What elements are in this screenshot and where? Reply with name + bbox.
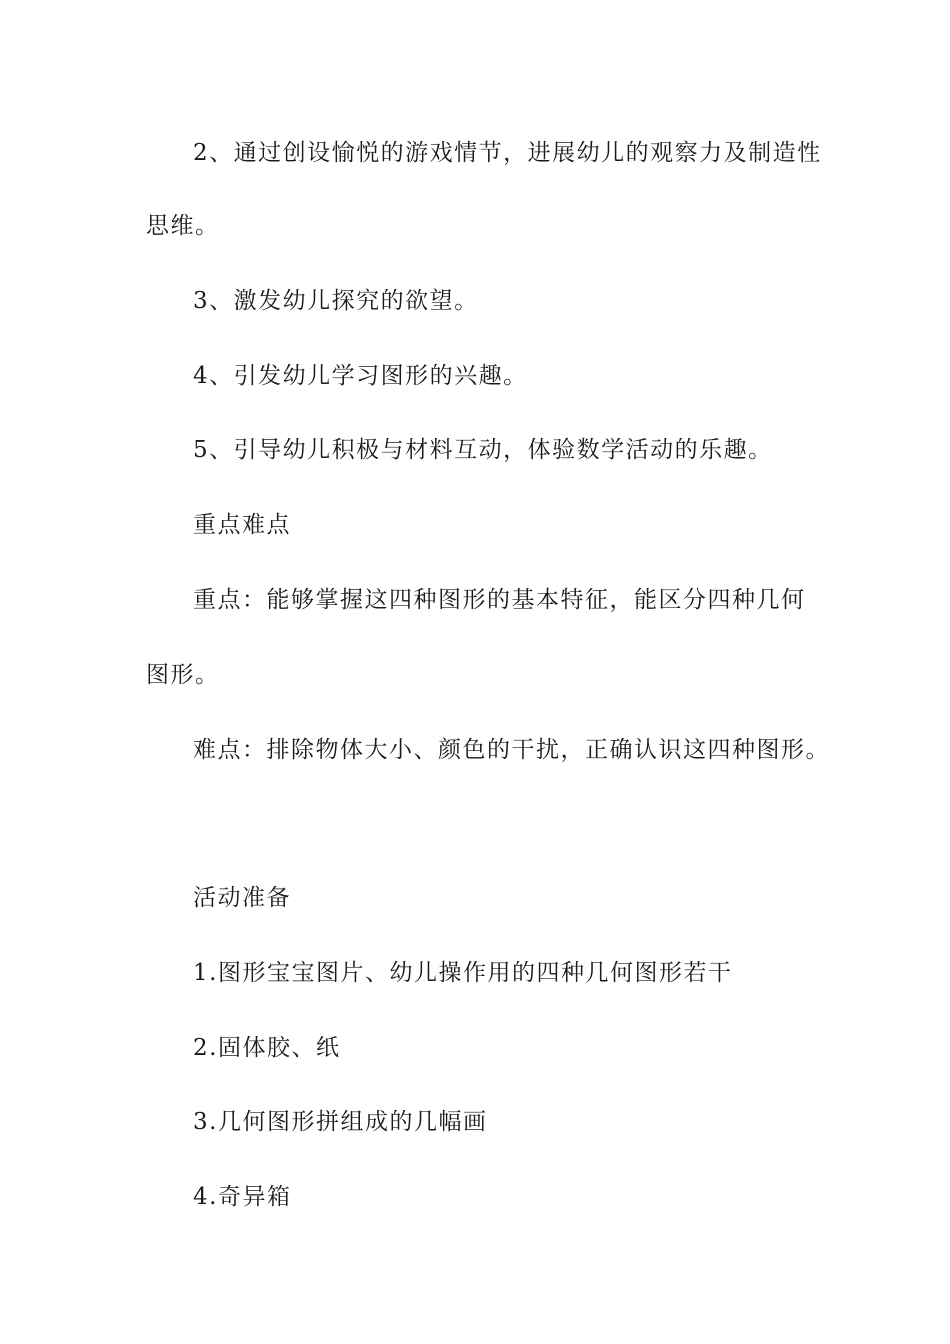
objective-4: 4、引发幼儿学习图形的兴趣。: [193, 363, 528, 389]
preparation-item-3: 3.几何图形拼组成的几幅画: [193, 1109, 488, 1135]
preparation-item-4: 4.奇异箱: [193, 1184, 292, 1210]
preparation-item-2: 2.固体胶、纸: [193, 1035, 341, 1061]
objective-2-line-1: 2、通过创设愉悦的游戏情节，进展幼儿的观察力及制造性: [193, 140, 822, 166]
objective-2-line-2: 思维。: [146, 213, 220, 239]
preparation-item-1: 1.图形宝宝图片、幼儿操作用的四种几何图形若干: [193, 960, 733, 986]
difficulty-point: 难点：排除物体大小、颜色的干扰，正确认识这四种图形。: [193, 737, 830, 763]
objective-3: 3、激发幼儿探究的欲望。: [193, 288, 479, 314]
objective-5: 5、引导幼儿积极与材料互动，体验数学活动的乐趣。: [193, 437, 773, 463]
key-points-heading: 重点难点: [193, 512, 291, 538]
key-point-line-1: 重点：能够掌握这四种图形的基本特征，能区分四种几何: [193, 587, 806, 613]
preparation-heading: 活动准备: [193, 885, 291, 911]
key-point-line-2: 图形。: [146, 662, 220, 688]
